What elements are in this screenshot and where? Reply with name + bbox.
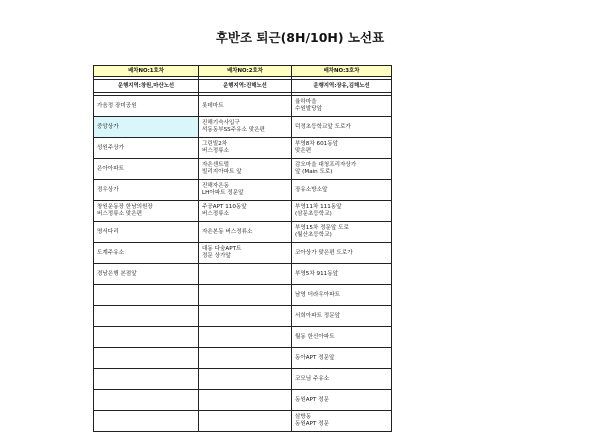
region-header-row [94, 80, 392, 93]
stop-cell: 진해자은동 LH아파트 정문앞 [199, 180, 292, 201]
stop-cell [94, 348, 199, 369]
stop-cell: 은아아파트 [94, 159, 199, 180]
stop-cell [199, 285, 292, 306]
table-row [94, 327, 392, 348]
stop-cell [94, 390, 199, 411]
stop-cell [94, 411, 199, 432]
table-row [94, 264, 392, 285]
stop-cell: 정우상가 [94, 180, 199, 201]
table-row [94, 243, 392, 264]
table-row [94, 306, 392, 327]
stop-cell: 대동 다숲APT트 정문 상가앞 [199, 243, 292, 264]
stop-cell [94, 285, 199, 306]
stop-cell: 자은본동 버스정류소 [199, 222, 292, 243]
table-row [94, 96, 392, 117]
table-row [94, 138, 392, 159]
stop-cell [199, 369, 292, 390]
stop-cell: 장유소방소앞 [292, 180, 392, 201]
table-row [94, 159, 392, 180]
region-3-header: 운행지역:장유,김해노선 [292, 80, 392, 93]
stop-cell: 월동 한신아파트 [292, 327, 392, 348]
stop-cell: 부영15차 정문앞 도로 (월산초등학교) [292, 222, 392, 243]
stop-cell: 감오마을 대청프리자상가 앞 (Main 도로) [292, 159, 392, 180]
stop-cell: 남영 더라우아파트 [292, 285, 392, 306]
stop-cell: 서희아파트 정문앞 [292, 306, 392, 327]
vehicle-1-header: 배차NO:1호차 [94, 66, 199, 77]
vehicle-header-row [94, 66, 392, 77]
stop-cell [94, 369, 199, 390]
stop-cell: 진해기숙사입구 석동동부SS주유소 맞은편 [199, 117, 292, 138]
stop-cell: 중앙상가 [94, 117, 199, 138]
vehicle-2-header: 배차NO:2호차 [199, 66, 292, 77]
region-2-header: 운행지역:진해노선 [199, 80, 292, 93]
route-table [93, 65, 392, 432]
stop-cell: 코모님 주유소 [292, 369, 392, 390]
stop-cell: 경남은행 본점앞 [94, 264, 199, 285]
table-row [94, 411, 392, 432]
stop-cell: 자은센트럴 빌리지아파트 앞 [199, 159, 292, 180]
stop-cell: 부영8차 601동앞 맞은편 [292, 138, 392, 159]
stop-cell: 주공APT 110동앞 버스정류소 [199, 201, 292, 222]
stop-cell [199, 411, 292, 432]
stop-cell [199, 306, 292, 327]
vehicle-3-header: 배차NO:3호차 [292, 66, 392, 77]
document-title: 후반조 퇴근(8H/10H) 노선표 [215, 30, 385, 45]
stop-cell: 가음정 장미공원 [94, 96, 199, 117]
stop-cell: 코아상가 맞은편 도로가 [292, 243, 392, 264]
stop-cell [199, 327, 292, 348]
stop-cell: 창원운동장 한남의원장 버스정류소 맞은편 [94, 201, 199, 222]
stop-cell: 그린빌2차 버스정류소 [199, 138, 292, 159]
table-row [94, 348, 392, 369]
stop-cell [94, 306, 199, 327]
stop-cell [199, 264, 292, 285]
table-row [94, 201, 392, 222]
stop-cell: 동원APT 정문 [292, 390, 392, 411]
table-row [94, 369, 392, 390]
stop-cell [94, 327, 199, 348]
table-row [94, 390, 392, 411]
stop-cell: 부영5차 911동앞 [292, 264, 392, 285]
table-row [94, 117, 392, 138]
table-row [94, 222, 392, 243]
stop-cell [199, 390, 292, 411]
region-1-header: 운행지역:창원,마산노선 [94, 80, 199, 93]
table-row [94, 285, 392, 306]
route-table-body [94, 66, 392, 432]
stop-cell: 명서다리 [94, 222, 199, 243]
table-row [94, 180, 392, 201]
stop-cell [199, 348, 292, 369]
stop-cell: 성원주상가 [94, 138, 199, 159]
stop-cell: 롯데마트 [199, 96, 292, 117]
stop-cell: 덕정초등학교앞 도로가 [292, 117, 392, 138]
stop-cell: 삼방동 동원APT 정문 [292, 411, 392, 432]
stop-cell: 동아APT 정문앞 [292, 348, 392, 369]
stop-cell: 율하마을 수원발당앞 [292, 96, 392, 117]
stop-cell: 도계주유소 [94, 243, 199, 264]
stop-cell: 부영11차 111동앞 (삼문초등학교) [292, 201, 392, 222]
